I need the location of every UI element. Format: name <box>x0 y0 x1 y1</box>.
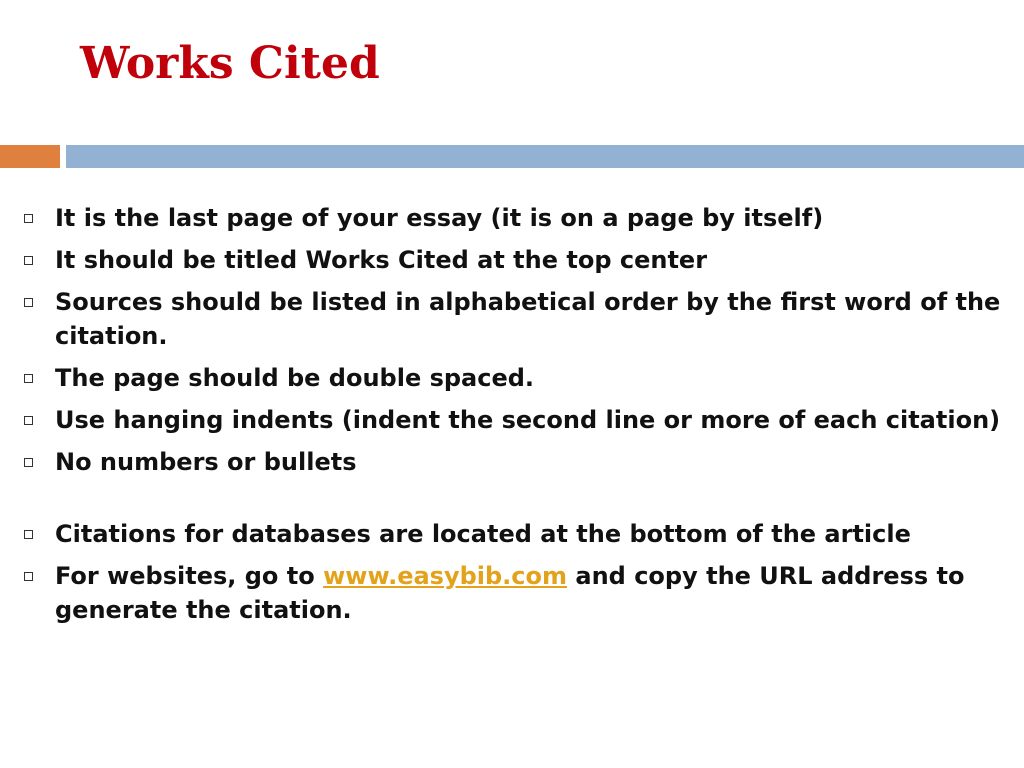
slide-title: Works Cited <box>80 38 380 89</box>
bullet-text: It is the last page of your essay (it is on a page by itself) <box>55 204 824 232</box>
list-item <box>22 403 1002 437</box>
bullet-text-prefix: For websites, go to <box>55 562 324 590</box>
hollow-square-icon <box>24 530 33 539</box>
list-item <box>22 285 1002 353</box>
hollow-square-icon <box>24 256 33 265</box>
list-item <box>22 243 1002 277</box>
list-item <box>22 445 1002 479</box>
hollow-square-icon <box>24 374 33 383</box>
hollow-square-icon <box>24 458 33 467</box>
list-item <box>22 517 1002 551</box>
bullet-text: Use hanging indents (indent the second line or more of each citation) <box>55 406 1001 434</box>
easybib-link[interactable]: www.easybib.com <box>323 562 568 590</box>
bullet-text: It should be titled Works Cited at the top center <box>55 246 708 274</box>
bullet-text: No numbers or bullets <box>55 448 357 476</box>
bullet-text: The page should be double spaced. <box>55 364 535 392</box>
bullet-text: Sources should be listed in alphabetical order by the first word of the citation. <box>55 288 1001 350</box>
bullet-text: Citations for databases are located at the bottom of the article <box>55 520 911 548</box>
hollow-square-icon <box>24 298 33 307</box>
list-item <box>22 201 1002 235</box>
accent-bar-orange <box>0 145 60 168</box>
accent-bar-blue <box>66 145 1024 168</box>
hollow-square-icon <box>24 572 33 581</box>
bullet-text-suffix: and copy the URL address to generate the citation. <box>55 562 965 624</box>
hollow-square-icon <box>24 214 33 223</box>
list-item <box>22 361 1002 395</box>
bullet-list <box>22 201 1002 635</box>
list-item-websites <box>22 559 1002 627</box>
hollow-square-icon <box>24 416 33 425</box>
